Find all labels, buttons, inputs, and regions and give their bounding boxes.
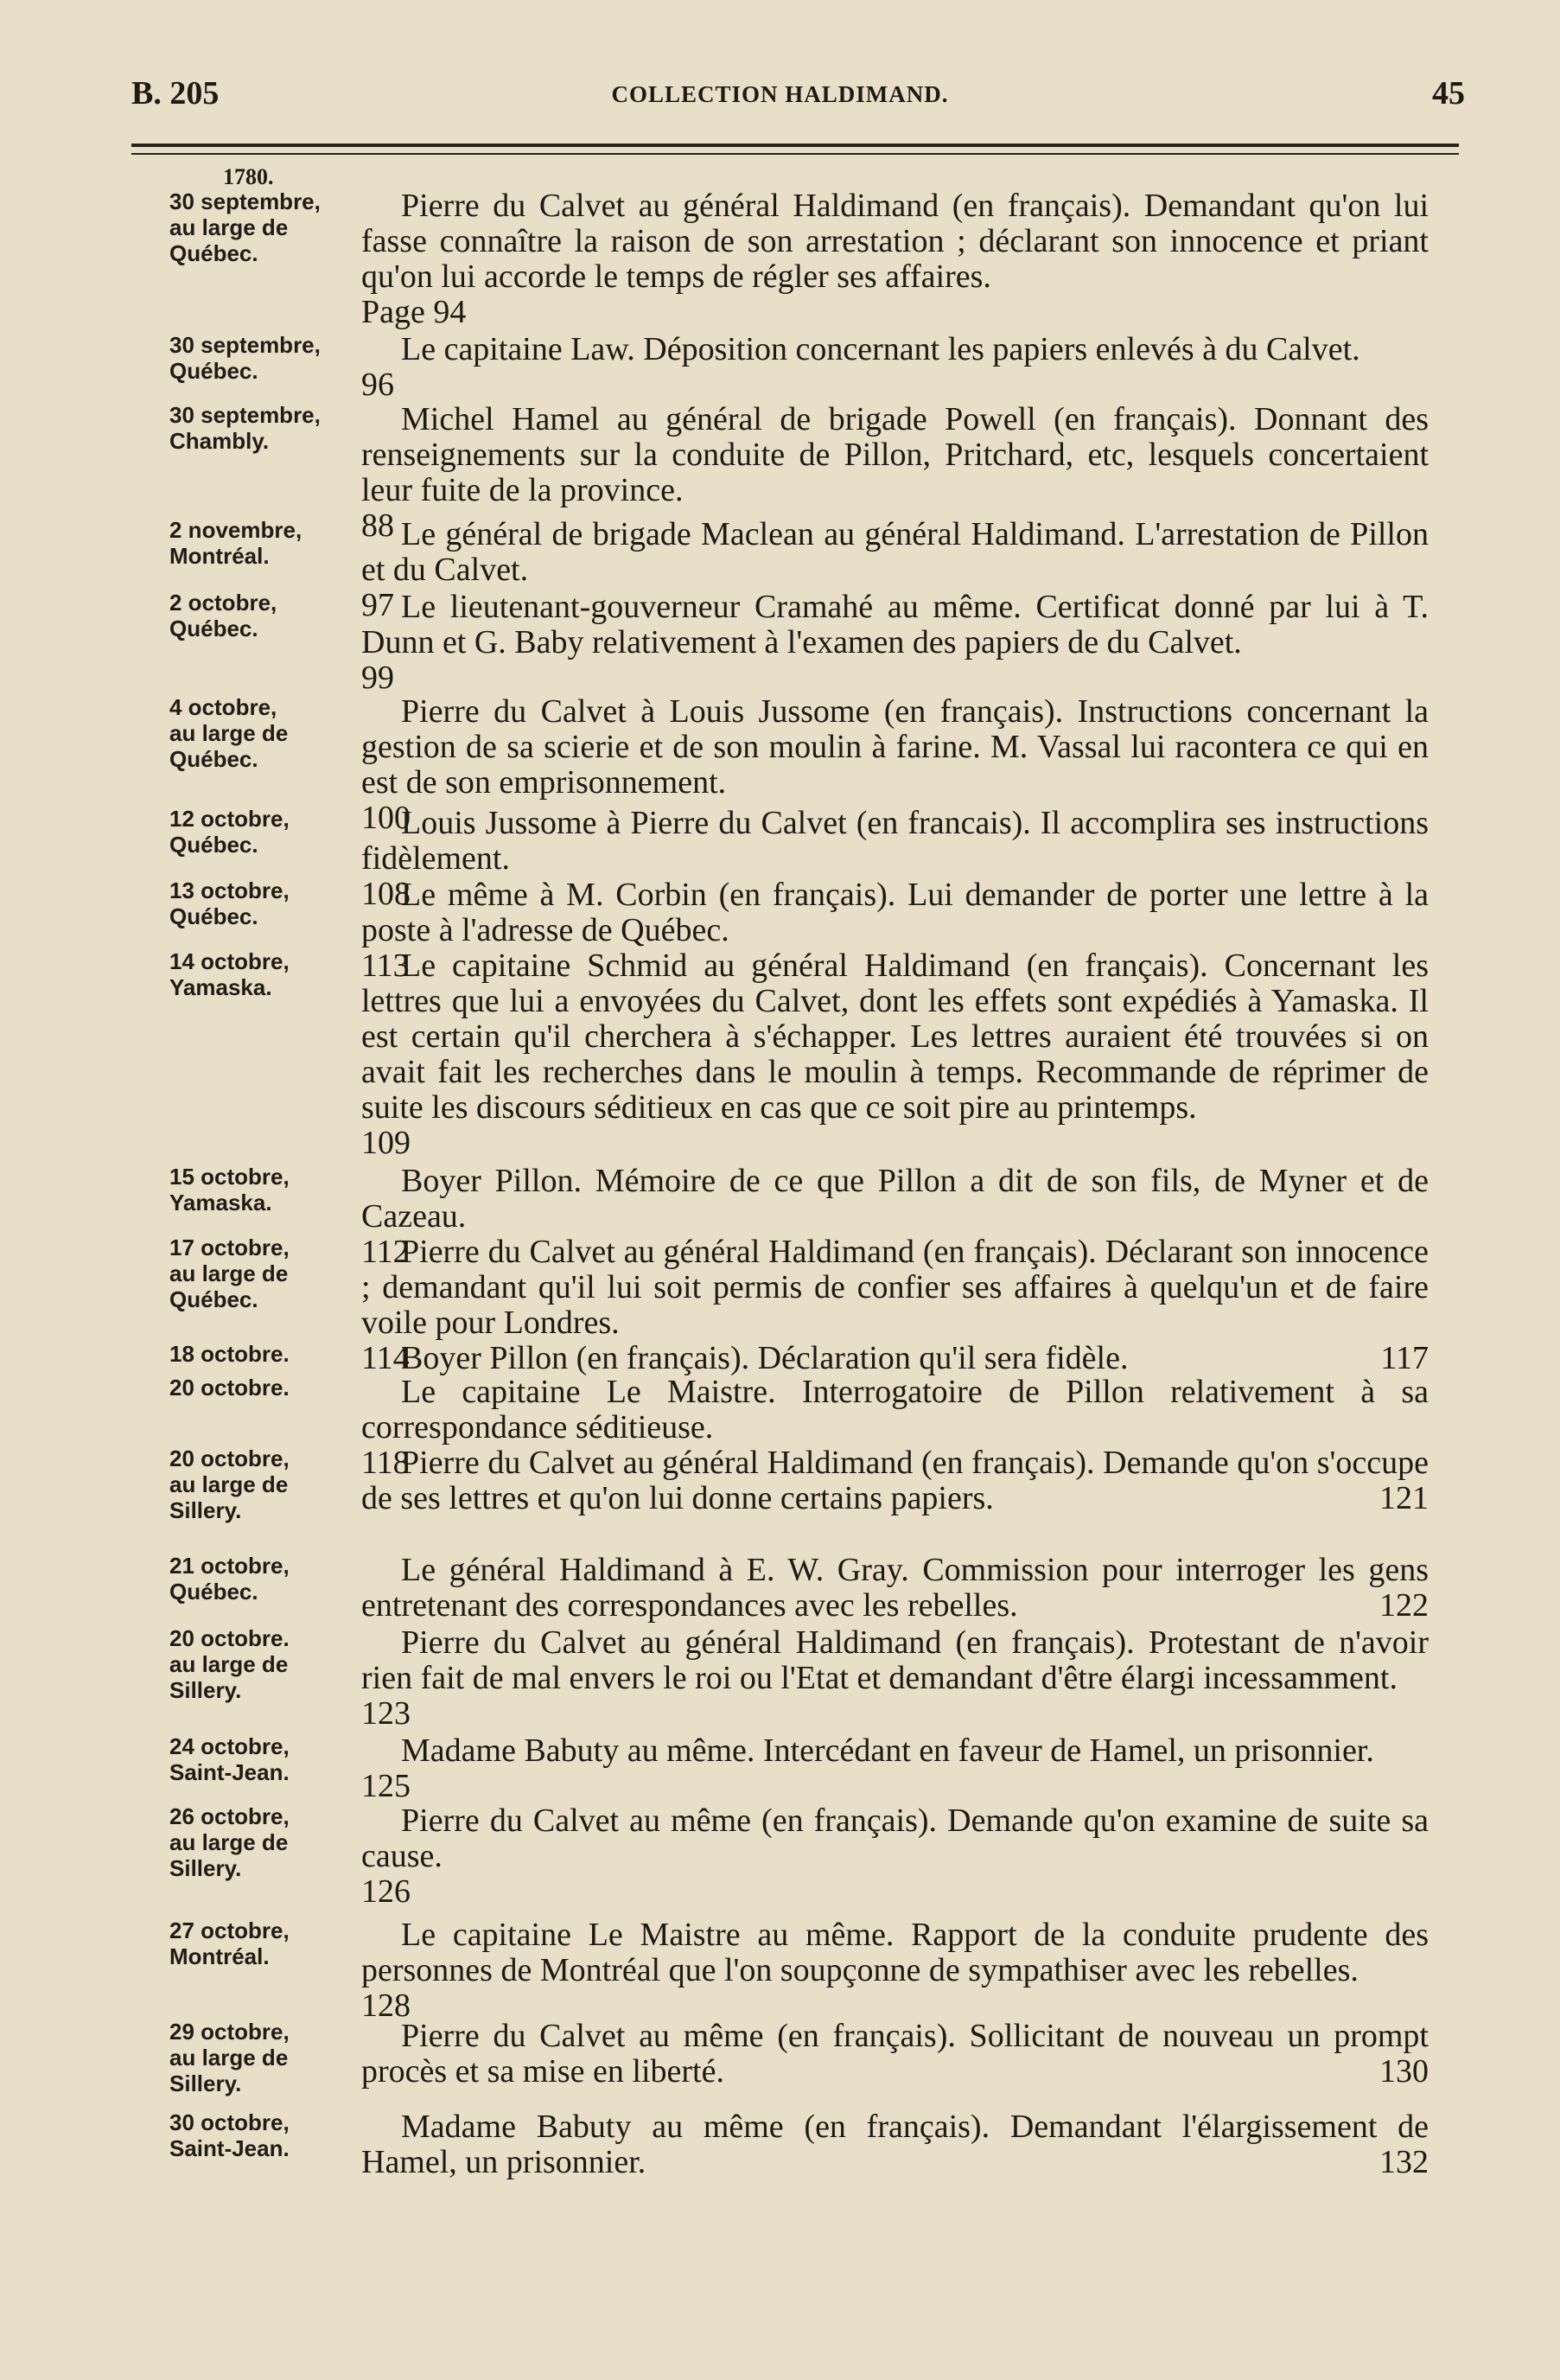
entry-text: Le capitaine Law. Déposition concernant les papiers enlevés à du Calvet. [401,331,1360,367]
entry-page-ref: 126 [361,1873,411,1910]
entry-page-ref: 123 [361,1695,411,1732]
entry-place: au large de [169,720,289,746]
entry-date: 21 octobre, [169,1553,290,1579]
entry-description [361,948,1429,1161]
entry-place: Yamaska. [169,1190,272,1216]
entry-place: Saint-Jean. [169,2135,290,2161]
entry-date-place [169,877,360,929]
entry-place: Québec. [169,746,258,772]
entry-date-place [169,2019,360,2096]
entry-page-ref: 118 [361,1445,410,1481]
entry-place: Chambly. [169,428,270,454]
entry-date-place [169,806,360,858]
entry-page-ref: 128 [361,1988,411,2024]
entry-date-place [169,590,360,641]
entry-date-place [169,1235,360,1312]
entry-date-place [169,1375,360,1401]
entry-date-place [169,2109,360,2161]
entry-page-ref: 88 [361,507,394,544]
entry-date: 13 octobre, [169,877,290,903]
entry-text: Boyer Pillon. Mémoire de ce que Pillon a dit de son fils, de Myner et de Cazeau. [361,1163,1429,1235]
entry-page-ref: 112 [361,1234,410,1270]
entry-text: Pierre du Calvet au même (en français). Sollicitant de nouveau un prompt procès et sa mise en liberté. [361,2018,1429,2090]
entry-date: 4 octobre, [169,694,277,720]
entry-date-place [169,1625,360,1703]
entry-description [361,1553,1429,1624]
entry-date-place [169,1341,360,1367]
entry-text: Pierre du Calvet au général Haldimand (en français). Protestant de n'avoir rien fait de mal envers le roi ou l'Etat et demandant d'être élargi incessamment. [361,1624,1429,1696]
entry-date-place [169,1553,360,1605]
entry-date-place [169,188,360,266]
entry-text: Madame Babuty au même (en français). Demandant l'élargissement de Hamel, un prisonnier. [361,2109,1429,2180]
entry-place: au large de [169,1260,289,1286]
entry-date: 18 octobre. [169,1341,290,1367]
entry-place: Québec. [169,903,258,929]
year-heading: 1780. [223,164,274,189]
header-rule [131,144,1459,147]
entry-place: Québec. [169,832,258,858]
entry-place: au large de [169,1829,289,1855]
entry-description [361,1445,1429,1516]
entry-date-place [169,948,360,1000]
entry-place: Montréal. [169,543,270,569]
entry-page-ref: 122 [1379,1587,1429,1624]
entry-text: Michel Hamel au général de brigade Powell (en français). Donnant des renseignements sur la conduite de Pillon, Pritchard, etc, lesquels concertaient leur fuite de la province. [361,401,1429,508]
running-title: COLLECTION HALDIMAND. [611,81,949,107]
entry-date: 15 octobre, [169,1164,290,1190]
entry-page-ref: 99 [361,660,394,696]
entry-date-place [169,402,360,454]
entry-page-ref: 117 [1380,1340,1429,1376]
entry-page-ref: 97 [361,587,394,623]
entry-page-ref: 125 [361,1768,411,1804]
entry-date: 12 octobre, [169,806,290,832]
entry-description [361,188,1429,330]
entry-date: 30 septembre, [169,402,321,428]
entry-text: Le général Haldimand à E. W. Gray. Commission pour interroger les gens entretenant des correspondances avec les rebelles. [361,1552,1429,1624]
entry-date: 30 octobre, [169,2109,290,2135]
entry-text: Le capitaine Le Maistre au même. Rapport de la conduite prudente des personnes de Montréal que l'on soupçonne de sympathiser avec les rebelles. [361,1917,1429,1988]
entry-place: au large de [169,2045,289,2071]
entry-date: 20 octobre. [169,1625,290,1651]
entry-date: 2 octobre, [169,590,277,616]
entry-place: Sillery. [169,1497,242,1523]
entry-place: Sillery. [169,1677,242,1703]
entry-text: Pierre du Calvet au même (en français). Demande qu'on examine de suite sa cause. [361,1803,1429,1874]
entry-place: au large de [169,1651,289,1677]
entry-date: 27 octobre, [169,1917,290,1943]
entry-page-ref: 100 [361,800,411,836]
entry-place: Québec. [169,358,258,384]
entry-date-place [169,332,360,384]
entry-description [361,332,1429,403]
entry-page-ref: 109 [361,1125,411,1161]
entry-place: Montréal. [169,1943,270,1969]
entry-description [361,1733,1429,1804]
entry-page-ref: Page 94 [361,294,467,330]
entry-date-place [169,1445,360,1523]
entry-date-place [169,1917,360,1969]
entry-date: 26 octobre, [169,1803,290,1829]
entry-text: Le lieutenant-gouverneur Cramahé au même. Certificat donné par lui à T. Dunn et G. Baby relativement à l'examen des papiers de du Calvet. [361,589,1429,660]
entry-description [361,1625,1429,1732]
entry-date: 2 novembre, [169,517,302,543]
entry-page-ref: 96 [361,367,394,403]
entry-text: Le capitaine Schmid au général Haldimand (en français). Concernant les lettres que lui a envoyées du Calvet, dont les effets sont expédiés à Yamaska. Il est certain qu'il cherchera à s'échapper. Les lettres auraient été trouvées si on avait fait les recherches dans le moulin à temps. Recommande de réprimer de suite les discours séditieux en cas que ce soit pire au printemps. [361,948,1429,1126]
page-number: 45 [1432,75,1465,112]
entry-text: Le capitaine Le Maistre. Interrogatoire de Pillon relativement à sa correspondance séditieuse. [361,1374,1429,1445]
entry-date-place [169,1733,360,1785]
entry-place: au large de [169,214,289,240]
entry-date-place [169,517,360,569]
entry-place: Québec. [169,616,258,641]
entry-date: 20 octobre, [169,1445,290,1471]
entry-date: 20 octobre. [169,1375,290,1401]
entry-page-ref: 114 [361,1340,410,1376]
entry-date: 29 octobre, [169,2019,290,2045]
header-rule-thin [131,153,1459,155]
entry-place: au large de [169,1471,289,1497]
entry-text: Pierre du Calvet au général Haldimand (en français). Déclarant son innocence ; demandant qu'il lui soit permis de confier ses affaires à quelqu'un et de faire voile pour Londres. [361,1234,1429,1341]
entry-text: Madame Babuty au même. Intercédant en faveur de Hamel, un prisonnier. [401,1732,1374,1769]
entry-date-place [169,694,360,772]
entry-page-ref: 132 [1379,2144,1429,2180]
entry-text: Louis Jussome à Pierre du Calvet (en francais). Il accomplira ses instructions fidèlement. [361,805,1429,877]
entry-text: Le même à M. Corbin (en français). Lui demander de porter une lettre à la poste à l'adresse de Québec. [361,877,1429,948]
entry-page-ref: 113 [361,948,410,984]
entry-date: 14 octobre, [169,948,290,974]
entry-place: Québec. [169,1579,258,1605]
entry-description [361,1803,1429,1910]
entry-date: 30 septembre, [169,332,321,358]
entry-description [361,1341,1429,1376]
entry-text: Pierre du Calvet au général Haldimand (en français). Demandant qu'on lui fasse connaître la raison de son arrestation ; déclarant son innocence et priant qu'on lui accorde le temps de régler ses affaires. [361,188,1429,295]
entry-place: Québec. [169,240,258,266]
entry-place: Sillery. [169,2071,242,2096]
entry-place: Québec. [169,1286,258,1312]
entry-page-ref: 121 [1379,1480,1429,1516]
entry-place: Sillery. [169,1855,242,1881]
entry-text: Le général de brigade Maclean au général Haldimand. L'arrestation de Pillon et du Calvet. [361,516,1429,588]
entry-place: Yamaska. [169,974,272,1000]
entry-page-ref: 130 [1379,2053,1429,2090]
entry-date: 17 octobre, [169,1235,290,1260]
entry-page-ref: 108 [361,876,411,912]
entry-description [361,587,1429,696]
entry-text: Pierre du Calvet à Louis Jussome (en français). Instructions concernant la gestion de sa scierie et de son moulin à farine. M. Vassal lui racontera ce qui en est de son emprisonnement. [361,693,1429,801]
entry-description [361,2109,1429,2180]
volume-reference: B. 205 [131,75,220,112]
entry-description [361,1917,1429,2024]
entry-place: Saint-Jean. [169,1759,290,1785]
entry-date: 24 octobre, [169,1733,290,1759]
entry-date-place [169,1803,360,1881]
entry-date-place [169,1164,360,1216]
entry-description [361,2019,1429,2090]
entry-date: 30 septembre, [169,188,321,214]
entry-text: Pierre du Calvet au général Haldimand (en français). Demande qu'on s'occupe de ses lettres et qu'on lui donne certains papiers. [361,1445,1429,1516]
entry-text: Boyer Pillon (en français). Déclaration qu'il sera fidèle. [401,1340,1129,1376]
